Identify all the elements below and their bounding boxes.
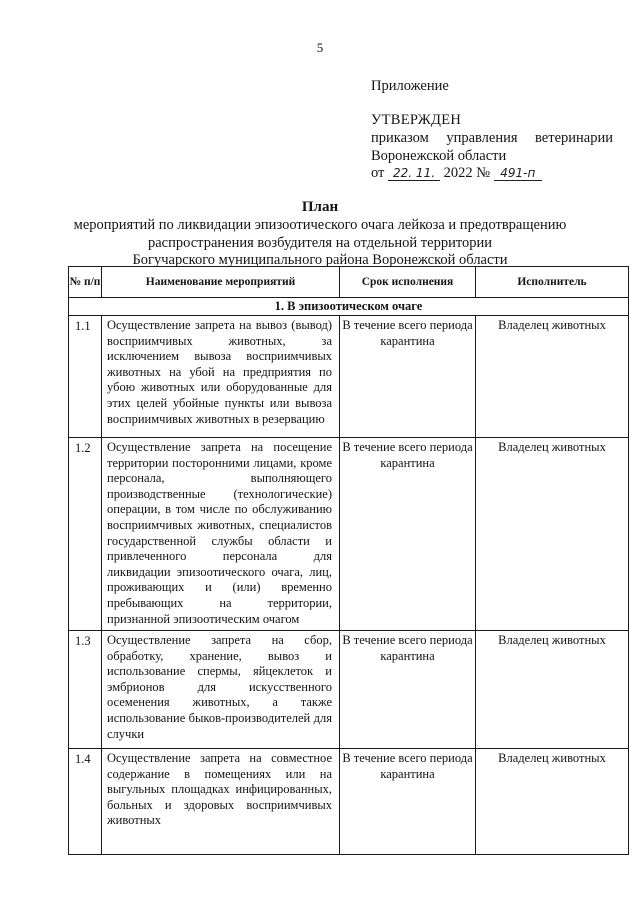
row-measure: Осуществление запрета на посещение территории посторонними лицами, кроме персонала, выполняющего производственные (технологические) операции, в том числе по обслуживанию восприимчивых животных, специалистов государственной службы области и привлеченного персонала для ликвидации эпизоотического очага, лиц, проживающих и (или) временно пребывающих на территории, признанной эпизоотическим очагом <box>102 438 340 631</box>
row-measure: Осуществление запрета на сбор, обработку, хранение, вывоз и использование спермы, яйцеклеток и эмбрионов для искусственного осеменения животных, а также использование быков-производителей для случки <box>102 631 340 749</box>
subtitle-line: мероприятий по ликвидации эпизоотического очага лейкоза и предотвращению <box>73 217 567 233</box>
row-number: 1.4 <box>69 749 102 855</box>
subtitle-line: распространения возбудителя на отдельной территории <box>148 234 492 251</box>
row-measure: Осуществление запрета на вывоз (вывод) восприимчивых животных, за исключением вывоза восприимчивых животных на убой на предприятия по убою животных или оборудованные для этих целей убойные пункты или вывоза восприимчивых животных в резервацию <box>102 316 340 438</box>
order-prefix: от <box>371 165 385 181</box>
table-row <box>69 631 629 749</box>
order-issuer-line: приказом управления ветеринарии <box>371 130 613 146</box>
subtitle-line: Богучарского муниципального района Воронежской области <box>132 252 508 268</box>
section-title: 1. В эпизоотическом очаге <box>69 298 629 316</box>
header-executor: Исполнитель <box>476 267 629 298</box>
table-row <box>69 749 629 855</box>
header-term: Срок исполнения <box>340 267 476 298</box>
table-header-row <box>69 267 629 298</box>
table-row <box>69 316 629 438</box>
approved-label: УТВЕРЖДЕН <box>371 112 462 128</box>
row-number: 1.2 <box>69 438 102 631</box>
row-measure: Осуществление запрета на совместное содержание в помещениях или на выгульных площадках инфицированных, больных и здоровых восприимчивых животных <box>102 749 340 855</box>
row-term: В течение всего периода карантина <box>340 749 476 855</box>
appendix-label: Приложение <box>371 78 449 94</box>
row-number: 1.1 <box>69 316 102 438</box>
page-number: 5 <box>316 40 324 55</box>
row-executor: Владелец животных <box>476 316 629 438</box>
row-executor: Владелец животных <box>476 438 629 631</box>
header-name: Наименование мероприятий <box>102 267 340 298</box>
order-region-line: Воронежской области <box>371 148 507 164</box>
row-executor: Владелец животных <box>476 749 629 855</box>
row-term: В течение всего периода карантина <box>340 438 476 631</box>
plan-table <box>68 266 629 855</box>
order-date-number-line <box>371 165 542 182</box>
section-row <box>69 298 629 316</box>
order-number-handwritten: 491-п <box>494 166 542 181</box>
row-term: В течение всего периода карантина <box>340 316 476 438</box>
plan-title: План <box>301 199 339 215</box>
table-row <box>69 438 629 631</box>
row-number: 1.3 <box>69 631 102 749</box>
header-num: № п/п <box>69 267 102 298</box>
order-year: 2022 № <box>443 165 491 181</box>
row-term: В течение всего периода карантина <box>340 631 476 749</box>
order-date-handwritten: 22. 11. <box>388 166 440 181</box>
row-executor: Владелец животных <box>476 631 629 749</box>
plan-subtitle <box>70 217 570 270</box>
